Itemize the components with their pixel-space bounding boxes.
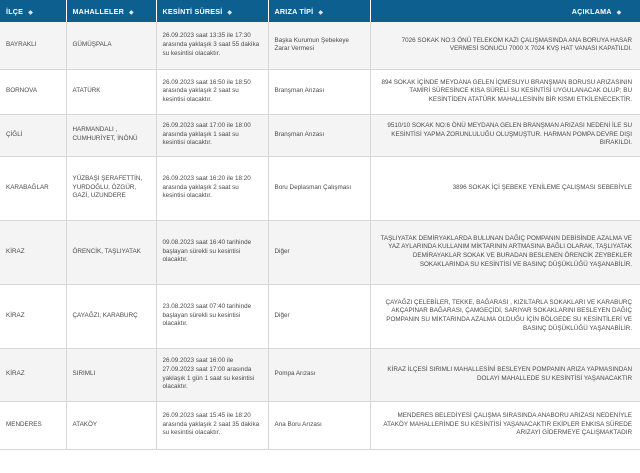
table-row [0,156,640,220]
cell-kesinti-suresi: 26.09.2023 saat 16:00 ile 27.09.2023 saat 17:00 arasında yaklaşık 1 gün 1 saat su kesintisi olacaktır. [156,348,268,401]
table-row [0,348,640,401]
table-row [0,69,640,114]
cell-ariza-tipi: Branşman Arızası [268,69,370,114]
cell-ariza-tipi: Diğer [268,220,370,284]
column-header-ariza-tipi[interactable]: ARIZA TİPİ ◆ [268,0,370,22]
cell-kesinti-suresi: 26.09.2023 saat 16:50 ile 18:50 arasında yaklaşık 2 saat su kesintisi olacaktır. [156,69,268,114]
cell-kesinti-suresi: 26.09.2023 saat 13:35 ile 17:30 arasında yaklaşık 3 saat 55 dakika su kesintisi olacaktır. [156,22,268,69]
table-body [0,22,640,449]
table-row [0,220,640,284]
sort-icon[interactable]: ◆ [227,9,233,16]
cell-mahalle: YÜZBAŞI ŞERAFETTİN, YURDOĞLU, ÖZGÜR, GAZİ, UZUNDERE [66,156,156,220]
table-row [0,114,640,156]
cell-ilce: KİRAZ [0,284,66,348]
cell-ilce: KARABAĞLAR [0,156,66,220]
cell-ariza-tipi: Ana Boru Arızası [268,401,370,449]
cell-ilce: ÇİĞLİ [0,114,66,156]
sort-icon[interactable]: ◆ [129,9,134,16]
sort-icon[interactable]: ◆ [616,9,622,16]
cell-aciklama: 3896 SOKAK İÇİ ŞEBEKE YENİLEME ÇALIŞMASI SEBEBİYLE [370,156,640,220]
cell-ariza-tipi: Başka Kurumun Şebekeye Zarar Vermesi [268,22,370,69]
column-header-kesinti-suresi[interactable]: KESİNTİ SÜRESİ ◆ [156,0,268,22]
cell-aciklama: KİRAZ İLÇESİ SIRIMLI MAHALLESİNİ BESLEYEN POMPANIN ARIZA YAPMASINDAN DOLAYI MAHALLEDE SU KESİNTİSİ YAŞANACAKTIR [370,348,640,401]
table-row [0,284,640,348]
cell-kesinti-suresi: 09.08.2023 saat 16:40 tarihinde başlayan sürekli su kesintisi olacaktır. [156,220,268,284]
cell-ilce: MENDERES [0,401,66,449]
cell-aciklama: 7026 SOKAK NO:3 ÖNÜ TELEKOM KAZI ÇALIŞMASINDA ANA BORUYA HASAR VERMESİ SONUCU 7000 X 7024 KVŞ HAT VANASI KAPATILDI. [370,22,640,69]
column-header-ilce[interactable]: İLÇE ◆ [0,0,66,22]
cell-ariza-tipi: Diğer [268,284,370,348]
cell-ilce: KİRAZ [0,348,66,401]
cell-ariza-tipi: Pompa Arızası [268,348,370,401]
cell-aciklama: TAŞLIYATAK DEMİRYAKLARDA BULUNAN DAĞIÇ POMPANIN DEBİSİNDE AZALMA VE YAZ AYLARINDA KULLANIM MİKTARININ ARTMASINA BAĞLI OLARAK, TAŞLIYATAK DEMİRAYAKLAR SOKAK VE BURADAN BESLENEN ÖRENCİK ZEYBEKLER SOKAKLARINDA SU KESİNTİSİ VE BASINÇ DÜŞÜKLÜĞÜ YAŞANABİLİR. [370,220,640,284]
cell-kesinti-suresi: 26.09.2023 saat 16:20 ile 18:20 arasında yaklaşık 2 saat su kesintisi olacaktır. [156,156,268,220]
column-header-mahalleler[interactable]: MAHALLELER ◆ [66,0,156,22]
cell-aciklama: MENDERES BELEDİYESİ ÇALIŞMA SIRASINDA ANABORU ARIZASI NEDENİYLE ATAKÖY MAHALLERİNDE SU KESİNTİSİ YAŞANACAKTIR EKİPLER ENKISA SÜREDE ARIZAYI GİDERMEYE ÇALIŞMAKTADIR [370,401,640,449]
cell-ariza-tipi: Boru Deplasman Çalışması [268,156,370,220]
cell-mahalle: SIRIMLI [66,348,156,401]
cell-aciklama: 9510/10 SOKAK NO:6 ÖNÜ MEYDANA GELEN BRANŞMAN ARIZASI NEDENİ İLE SU KESİNTİSİ YAPMA ZORUNLULUĞU OLUŞMUŞTUR. HARMAN POMPA DEVRE DIŞI BIRAKILDI. [370,114,640,156]
table-row [0,401,640,449]
cell-aciklama: 894 SOKAK İÇİNDE MEYDANA GELEN İÇMESUYU BRANŞMAN BORUSU ARIZASININ TAMİRİ SÜRESİNCE KISA SÜRELİ SU KESİNTİSİ UYGULANACAK OLUP; BU KESİNTİDEN ATATÜRK MAHALLESİNİN BİR KISMI ETKİLENECEKTİR. [370,69,640,114]
sort-icon[interactable]: ◆ [318,9,324,16]
cell-kesinti-suresi: 26.09.2023 saat 17:00 ile 18:00 arasında yaklaşık 1 saat su kesintisi olacaktır. [156,114,268,156]
cell-aciklama: ÇAYAĞZI ÇELEBİLER, TEKKE, BAĞARASI , KIZILTARLA SOKAKLARI VE KARABURÇ AKÇAPINAR BAĞARASI, ÇAMGEÇİDİ, SARIYAR SOKAKLARINI BESLEYEN DAĞIÇ POMPANIN SU MİKTARINDA AZALMA OLDUĞU İÇİN BÖLGEDE SU KESİNTİLERİ VE BASINÇ DÜŞÜKLÜĞÜ YAŞANABİLİR. [370,284,640,348]
cell-ilce: BORNOVA [0,69,66,114]
cell-kesinti-suresi: 23.08.2023 saat 07:40 tarihinde başlayan sürekli su kesintisi olacaktır. [156,284,268,348]
cell-mahalle: GÜMÜŞPALA [66,22,156,69]
table-row [0,22,640,69]
cell-kesinti-suresi: 26.09.2023 saat 15:45 ile 18:20 arasında yaklaşık 2 saat 35 dakika su kesintisi olacaktır. [156,401,268,449]
cell-mahalle: ÖRENCİK, TAŞLIYATAK [66,220,156,284]
cell-mahalle: HARMANDALI , CUMHURİYET, İNÖNÜ [66,114,156,156]
cell-ilce: KİRAZ [0,220,66,284]
cell-mahalle: ATATÜRK [66,69,156,114]
sort-icon[interactable]: ◆ [28,9,34,16]
cell-mahalle: ATAKÖY [66,401,156,449]
cell-ilce: BAYRAKLI [0,22,66,69]
table-header [0,0,640,22]
column-header-aciklama[interactable]: AÇIKLAMA ◆ [370,0,640,22]
cell-mahalle: ÇAYAĞZI, KARABURÇ [66,284,156,348]
cell-ariza-tipi: Branşman Arızası [268,114,370,156]
